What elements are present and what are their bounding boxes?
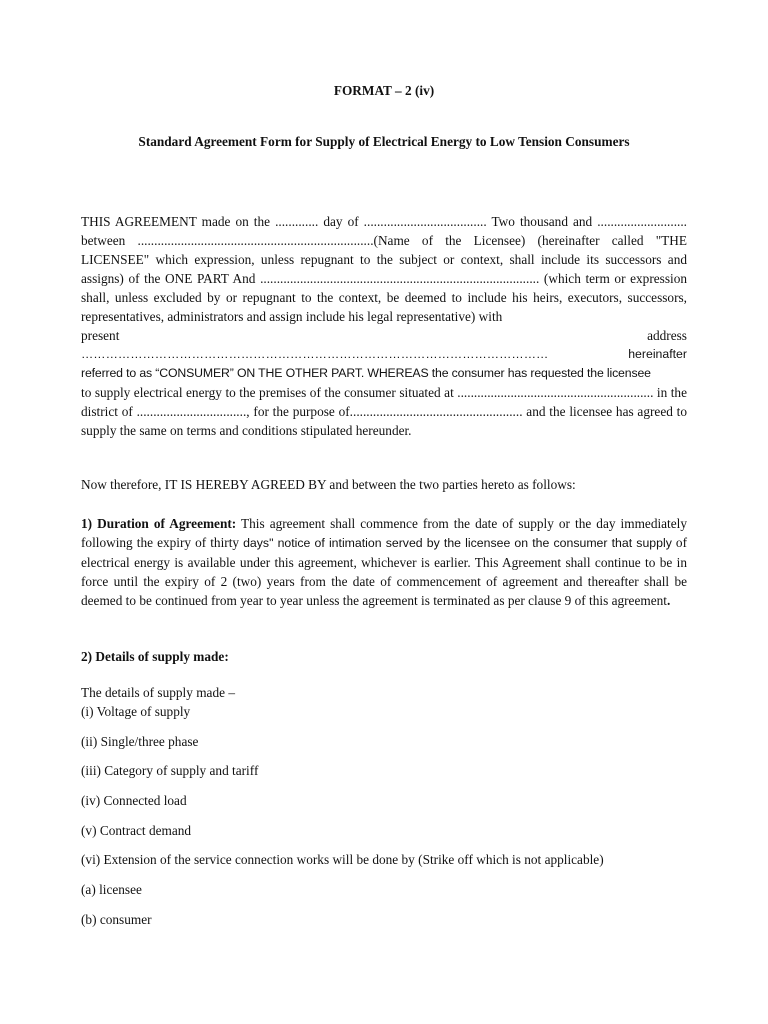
- clause-1-paragraph: [81, 514, 687, 610]
- address-dots: ……………………………………………………………………………………………………: [81, 347, 549, 361]
- supply-detail-item: (iii) Category of supply and tariff: [81, 763, 259, 778]
- form-title: Standard Agreement Form for Supply of Electrical Energy to Low Tension Consumers: [138, 134, 630, 149]
- present-address-row: [81, 326, 687, 345]
- supply-detail-item: (i) Voltage of supply: [81, 704, 191, 719]
- clause-2-heading-text: 2) Details of supply made:: [81, 649, 229, 664]
- consumer-definition-line: referred to as “CONSUMER” ON THE OTHER PART. WHEREAS the consumer has requested the licensee: [81, 366, 651, 380]
- format-title: FORMAT – 2 (iv): [333, 83, 435, 98]
- hereinafter-word: hereinafter: [628, 347, 687, 361]
- supply-detail-item: (b) consumer: [81, 912, 152, 927]
- clause-1-end-mark: .: [666, 593, 671, 608]
- clause-1-heading: 1) Duration of Agreement:: [81, 516, 237, 531]
- clause-1-text-start: This agreement shall commence from the date of supply or the day immediately following the expiry of thirty: [81, 516, 687, 550]
- supply-detail-item: (ii) Single/three phase: [81, 734, 199, 749]
- clause-1-text-notice: days" notice of intimation served by the licensee on the consumer that supply: [243, 536, 672, 550]
- supply-detail-item: (a) licensee: [81, 882, 142, 897]
- now-therefore-line: Now therefore, IT IS HEREBY AGREED BY and between the two parties hereto as follows:: [81, 477, 576, 492]
- clause-1-text-end: of electrical energy is available under this agreement, whichever is earlier. This Agreement shall continue to be in force until the expiry of 2 (two) years from the date of commencement of agreement and thereafter shall be deemed to be continued from year to year unless the agreement is terminated as per clause 9 of this agreement: [81, 535, 687, 608]
- clause-1: [81, 514, 687, 610]
- intro-paragraph-b: to supply electrical energy to the premises of the consumer situated at ........................................................... in the district of ................................., for the purpose of.................................................... and the licensee has agreed to supply the same on terms and conditions stipulated hereunder.: [81, 385, 687, 438]
- clause-2-intro: The details of supply made –: [81, 685, 235, 700]
- supply-detail-item: (iv) Connected load: [81, 793, 187, 808]
- supply-detail-item: (v) Contract demand: [81, 823, 192, 838]
- intro-section: [81, 212, 687, 440]
- present-word: present: [81, 328, 120, 343]
- address-dots-row: [81, 345, 687, 364]
- intro-paragraph-a: THIS AGREEMENT made on the ............. day of ..................................... Two thousand and ........................... between .......................................................................(Name of the Licensee) (hereinafter called "THE LICENSEE" which expression, unless repugnant to the subject or context, shall include its successors and assigns) of the ONE PART And .................................................................................... (which term or expression shall, unless excluded by or repugnant to the context, be deemed to include his heirs, executors, successors, representatives, administrators and assign include his legal representative) with: [81, 214, 687, 324]
- address-word: address: [647, 328, 687, 343]
- supply-detail-item: (vi) Extension of the service connection works will be done by (Strike off which is not applicable): [81, 852, 604, 867]
- clause-2-heading: [81, 647, 229, 666]
